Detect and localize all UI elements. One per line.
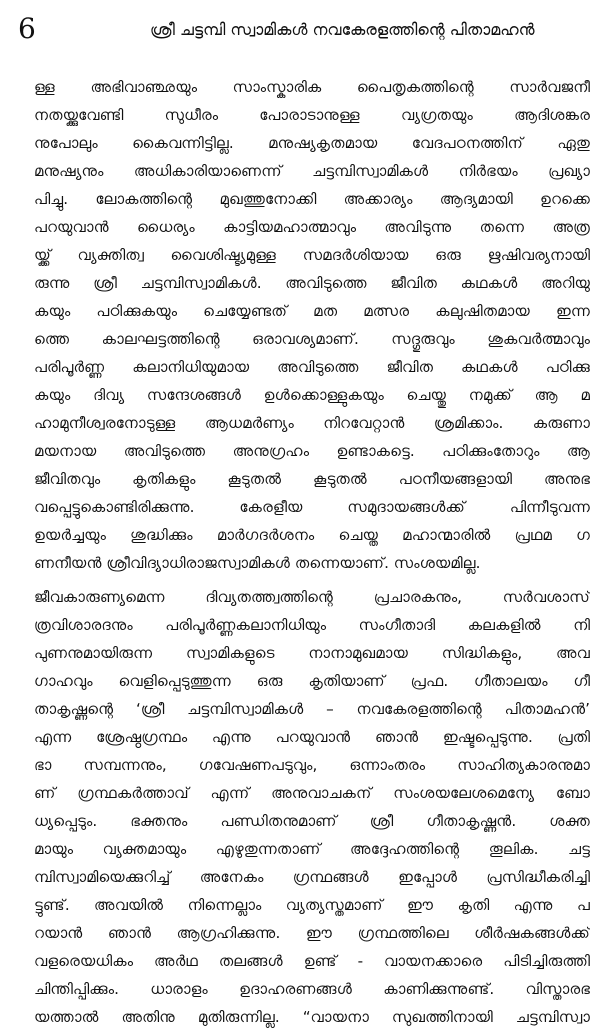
text-line: ണനീയൻ ശ്രീവിദ്യാധിരാജസ്വാമികൾ തന്നെയാണ്. സംശയമില്ല. (34, 554, 481, 572)
page-header (0, 0, 600, 60)
paragraph-2 (34, 583, 590, 1031)
text-line: താകൃഷ്ണന്റെ ‘ശ്രീ ചട്ടമ്പിസ്വാമികൾ – നവകേരളത്തിന്റെ പിതാമഹൻ’ (34, 700, 590, 718)
text-line: പരിപൂർണ്ണ കലാനിധിയുമായ അവിടുത്തെ ജീവിത കഥകൾ പഠിക്കു (34, 358, 590, 376)
text-line: ള്ള അഭിവാഞ്ഛയും സാംസ്കാരിക പൈതൃകത്തിന്റെ സാർവജനീ (34, 78, 590, 96)
running-head: ശ്രീ ചട്ടമ്പി സ്വാമികൾ നവകേരളത്തിന്റെ പിതാമഹൻ (150, 20, 535, 39)
text-line: ത്രവിശാരദനും പരിപൂർണ്ണകലാനിധിയും സംഗീതാദി കലകളിൽ നി (34, 616, 590, 634)
text-line: രുന്നു ശ്രീ ചട്ടമ്പിസ്വാമികൾ. അവിടുത്തെ ജീവിത കഥകൾ അറിയു (34, 274, 590, 292)
text-line: മായും വ്യക്തമായും എഴുതുന്നതാണ് അദ്ദേഹത്തിന്റെ തൂലിക. ചട്ട (34, 840, 590, 858)
text-line: മനുഷ്യനും അധികാരിയാണെന്ന് ചട്ടമ്പിസ്വാമികൾ നിർഭയം പ്രഖ്യാ (34, 162, 590, 180)
text-line: ഉയർച്ചയും ശുദ്ധിക്കും മാർഗദർശനം ചെയ്ത മഹാന്മാരിൽ പ്രഥമ ഗ (34, 526, 590, 544)
text-line: നതയ്ക്കുവേണ്ടി സുധീരം പോരാടാനുള്ള വ്യഗ്രതയും ആദിശങ്കര (34, 106, 590, 124)
text-line: എന്ന ശ്രേഷ്ഠഗ്രന്ഥം എന്നു പറയുവാൻ ഞാൻ ഇഷ്ടപ്പെടുന്നു. പ്രതി (34, 728, 590, 746)
text-line: ജീവകാരുണ്യമെന്ന ദിവ്യതത്ത്വത്തിന്റെ പ്രചാരകനും, സർവശാസ് (34, 588, 590, 606)
text-line: മയനായ അവിടുത്തെ അനുഗ്രഹം ഉണ്ടാകട്ടെ. പഠിക്കുംതോറും ആ (34, 442, 590, 460)
text-line: ണ് ഗ്രന്ഥകർത്താവ് എന്ന് അനുവാചകന് സംശയലേശമെന്യേ ബോ (34, 784, 590, 802)
text-line: ഹാമുനീശ്വരനോടുള്ള ആധമർണ്യം നിറവേറ്റാൻ ശ്രമിക്കാം. കരുണാ (34, 414, 590, 432)
text-line: മ്പിസ്വാമിയെക്കുറിച്ച് അനേകം ഗ്രന്ഥങ്ങൾ ഇപ്പോൾ പ്രസിദ്ധീകരിച്ചി (34, 868, 590, 886)
text-line: റയാൻ ഞാൻ ആഗ്രഹിക്കുന്നു. ഈ ഗ്രന്ഥത്തിലെ ശീർഷകങ്ങൾക്ക് (34, 924, 590, 942)
text-line: വപ്പെട്ടുകൊണ്ടിരിക്കുന്നു. കേരളീയ സമുദായങ്ങൾക്ക് പിന്നീടുവന്ന (34, 498, 590, 516)
text-line: ഭാ സമ്പന്നനും, ഗവേഷണപടുവും, ഒന്നാംതരം സാഹിത്യകാരനുമാ (34, 756, 590, 774)
body-text (34, 73, 590, 1031)
text-line: ഗാഹവും വെളിപ്പെടുത്തുന്ന ഒരു കൃതിയാണ് പ്രഫ. ഗീതാലയം ഗീ (34, 672, 590, 690)
text-line: ട്ടുണ്ട്. അവയിൽ നിന്നെല്ലാം വ്യത്യസ്തമാണ് ഈ കൃതി എന്നു പ (34, 896, 590, 914)
page-number: 6 (18, 12, 36, 45)
text-line: കയും ദിവ്യ സന്ദേശങ്ങൾ ഉൾക്കൊള്ളുകയും ചെയ്തു നമുക്ക് ആ മ (34, 386, 590, 404)
text-line: ത്തെ കാലഘട്ടത്തിന്റെ ഒരാവശ്യമാണ്. സദ്ഗുരുവും ശുകവർത്മാവും (34, 330, 590, 348)
text-line: യ്ക്ക് വ്യക്തിത്വ വൈശിഷ്ട്യമുള്ള സമദർശിയായ ഒരു ഋഷിവര്യനായി (34, 246, 590, 264)
paragraph-1 (34, 73, 590, 577)
text-line: പറയുവാൻ ധൈര്യം കാട്ടിയമഹാത്മാവും അവിടുന്നു തന്നെ അത്ര (34, 218, 590, 236)
text-line: യത്താൽ അതിനു മുതിരുന്നില്ല. “വായനാ സുഖത്തിനായി ചട്ടമ്പിസ്വാ (34, 1008, 590, 1026)
text-line: വളരെയധികം അർഥ തലങ്ങൾ ഉണ്ട് - വായനക്കാരെ പിടിച്ചിരുത്തി (34, 952, 590, 970)
text-line: പിച്ചു. ലോകത്തിന്റെ മുഖത്തുനോക്കി അക്കാര്യം ആദ്യമായി ഉറക്കെ (34, 190, 590, 208)
text-line: കയും പഠിക്കുകയും ചെയ്യേണ്ടത് മത മത്സര കലുഷിതമായ ഇന്ന (34, 302, 590, 320)
text-line: നുപോലും കൈവന്നിട്ടില്ല. മനുഷ്യകൃതമായ വേദപഠനത്തിന് ഏതു (34, 134, 590, 152)
text-line: പുണനുമായിരുന്ന സ്വാമികളുടെ നാനാമുഖമായ സിദ്ധികളും, അവ (34, 644, 590, 662)
text-line: ചിന്തിപ്പിക്കും. ധാരാളം ഉദാഹരണങ്ങൾ കാണിക്കുന്നുണ്ട്. വിസ്താരഭ (34, 980, 590, 998)
text-line: ധ്യപ്പെടും. ഭക്തനും പണ്ഡിതനുമാണ് ശ്രീ ഗീതാകൃഷ്ണൻ. ശക്ത (34, 812, 590, 830)
text-line: ജീവിതവും കൃതികളും കൂടുതൽ കൂടുതൽ പഠനീയങ്ങളായി അനുഭ (34, 470, 590, 488)
